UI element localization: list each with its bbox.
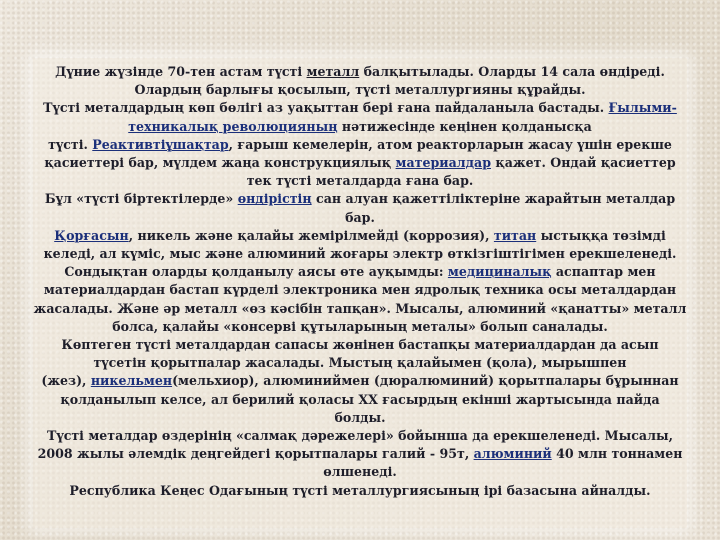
hyperlink[interactable]: материалдар	[395, 155, 492, 171]
hyperlink[interactable]: Реактивтіұшақтар	[92, 136, 229, 152]
hyperlink[interactable]: медициналық	[447, 264, 552, 280]
text-segment: сан алуан қажеттіліктеріне жарайтын металдар	[311, 191, 676, 207]
text-segment: түсетін қорытпалар жасалады. Мыстың қалайымен (қола), мырышпен	[93, 355, 627, 371]
text-line	[20, 172, 700, 190]
text-line	[20, 409, 700, 427]
text-segment: Олардың барлығы қосылып, түсті металлургияны құрайды.	[134, 82, 586, 98]
text-segment: болса, қалайы «консерві құтыларының металы» болып саналады.	[112, 318, 608, 334]
text-line	[20, 118, 700, 136]
text-segment: Бұл «түсті біртектілерде»	[44, 191, 238, 207]
text-segment: тек түсті металдарда ғана бар.	[246, 173, 474, 189]
hyperlink[interactable]: алюминий	[473, 446, 552, 462]
text-segment: қасиеттері бар, мүлдем жаңа конструкциялық	[44, 155, 396, 171]
text-line	[20, 445, 700, 463]
text-line	[20, 336, 700, 354]
text-segment: балқытылады. Оларды 14 сала өндіреді.	[359, 64, 665, 79]
text-line	[20, 372, 700, 390]
text-line	[20, 154, 700, 172]
text-segment: 2008 жылы әлемдік деңгейдегі қорытпалары галий - 95т,	[37, 446, 474, 462]
text-segment: , никель және қалайы жемірілмейді (коррозия),	[128, 227, 494, 243]
text-line	[20, 63, 700, 81]
hyperlink[interactable]: титан	[493, 227, 537, 243]
text-line	[20, 245, 700, 263]
text-line	[20, 318, 700, 336]
text-line	[20, 482, 700, 500]
text-line	[20, 300, 700, 318]
text-segment: аспаптар мен	[551, 264, 656, 280]
text-segment: ыстыққа төзімді	[536, 227, 666, 243]
text-line	[20, 99, 700, 117]
text-segment: бар.	[345, 209, 375, 225]
text-line	[20, 281, 700, 299]
text-segment: жасалады. Және әр металл «өз кәсібін тапқан». Мысалы, алюминий «қанатты» металл	[33, 300, 687, 316]
text-segment: Республика Кеңес Одағының түсті металлургиясының ірі базасына айналды.	[69, 482, 651, 498]
hyperlink[interactable]: Қорғасын	[54, 227, 129, 243]
text-segment: (мельхиор), алюминиймен (дюралюминий) қорытпалары бұрыннан	[172, 373, 679, 389]
text-segment: Дүние жүзінде 70-тен астам түсті	[55, 64, 307, 79]
hyperlink[interactable]: Ғылыми-	[608, 100, 677, 116]
text-segment: нәтижесінде кеңінен қолданысқа	[337, 118, 592, 134]
text-segment: түсті.	[48, 136, 93, 152]
body-text	[20, 63, 700, 500]
text-line	[20, 190, 700, 208]
text-segment: қолданылып келсе, ал берилий қоласы XX ғасырдың екінші жартысында пайда	[60, 391, 660, 407]
text-segment: материалдардан бастап күрделі электроника мен ядролық техника осы металдардан	[43, 282, 677, 298]
text-segment: өлшенеді.	[323, 464, 397, 480]
hyperlink[interactable]: никельмен	[90, 373, 173, 389]
text-segment: Сондықтан оларды қолданылу аясы өте ауқымды:	[64, 264, 448, 280]
text-line	[20, 391, 700, 409]
text-line	[20, 81, 700, 99]
text-segment: Көптеген түсті металдардан сапасы жөнінен бастапқы материалдардан да асып	[61, 337, 659, 353]
text-line	[20, 463, 700, 481]
text-segment: (жез),	[41, 373, 91, 389]
text-line	[20, 227, 700, 245]
underlined-word: металл	[306, 64, 360, 79]
text-segment: болды.	[334, 409, 386, 425]
text-segment: келеді, ал күміс, мыс және алюминий жоғары электр өткізгіштігімен ерекшеленеді.	[43, 246, 677, 262]
text-line	[20, 209, 700, 227]
text-line	[20, 136, 700, 154]
text-line	[20, 354, 700, 372]
text-segment: Түсті металдардың көп бөлігі аз уақыттан бері ғана пайдаланыла бастады.	[43, 100, 609, 116]
text-segment: Түсті металдар өздерінің «салмақ дәрежелері» бойынша да ерекшеленеді. Мысалы,	[47, 428, 673, 444]
text-line	[20, 427, 700, 445]
text-segment: қажет. Ондай қасиеттер	[491, 155, 676, 171]
hyperlink[interactable]: техникалық революцияның	[128, 118, 338, 134]
hyperlink[interactable]: өндірістің	[237, 191, 312, 207]
text-segment: , ғарыш кемелерін, атом реакторларын жасау үшін ерекше	[228, 136, 672, 152]
text-segment: 40 млн тоннамен	[551, 446, 683, 462]
text-line	[20, 263, 700, 281]
